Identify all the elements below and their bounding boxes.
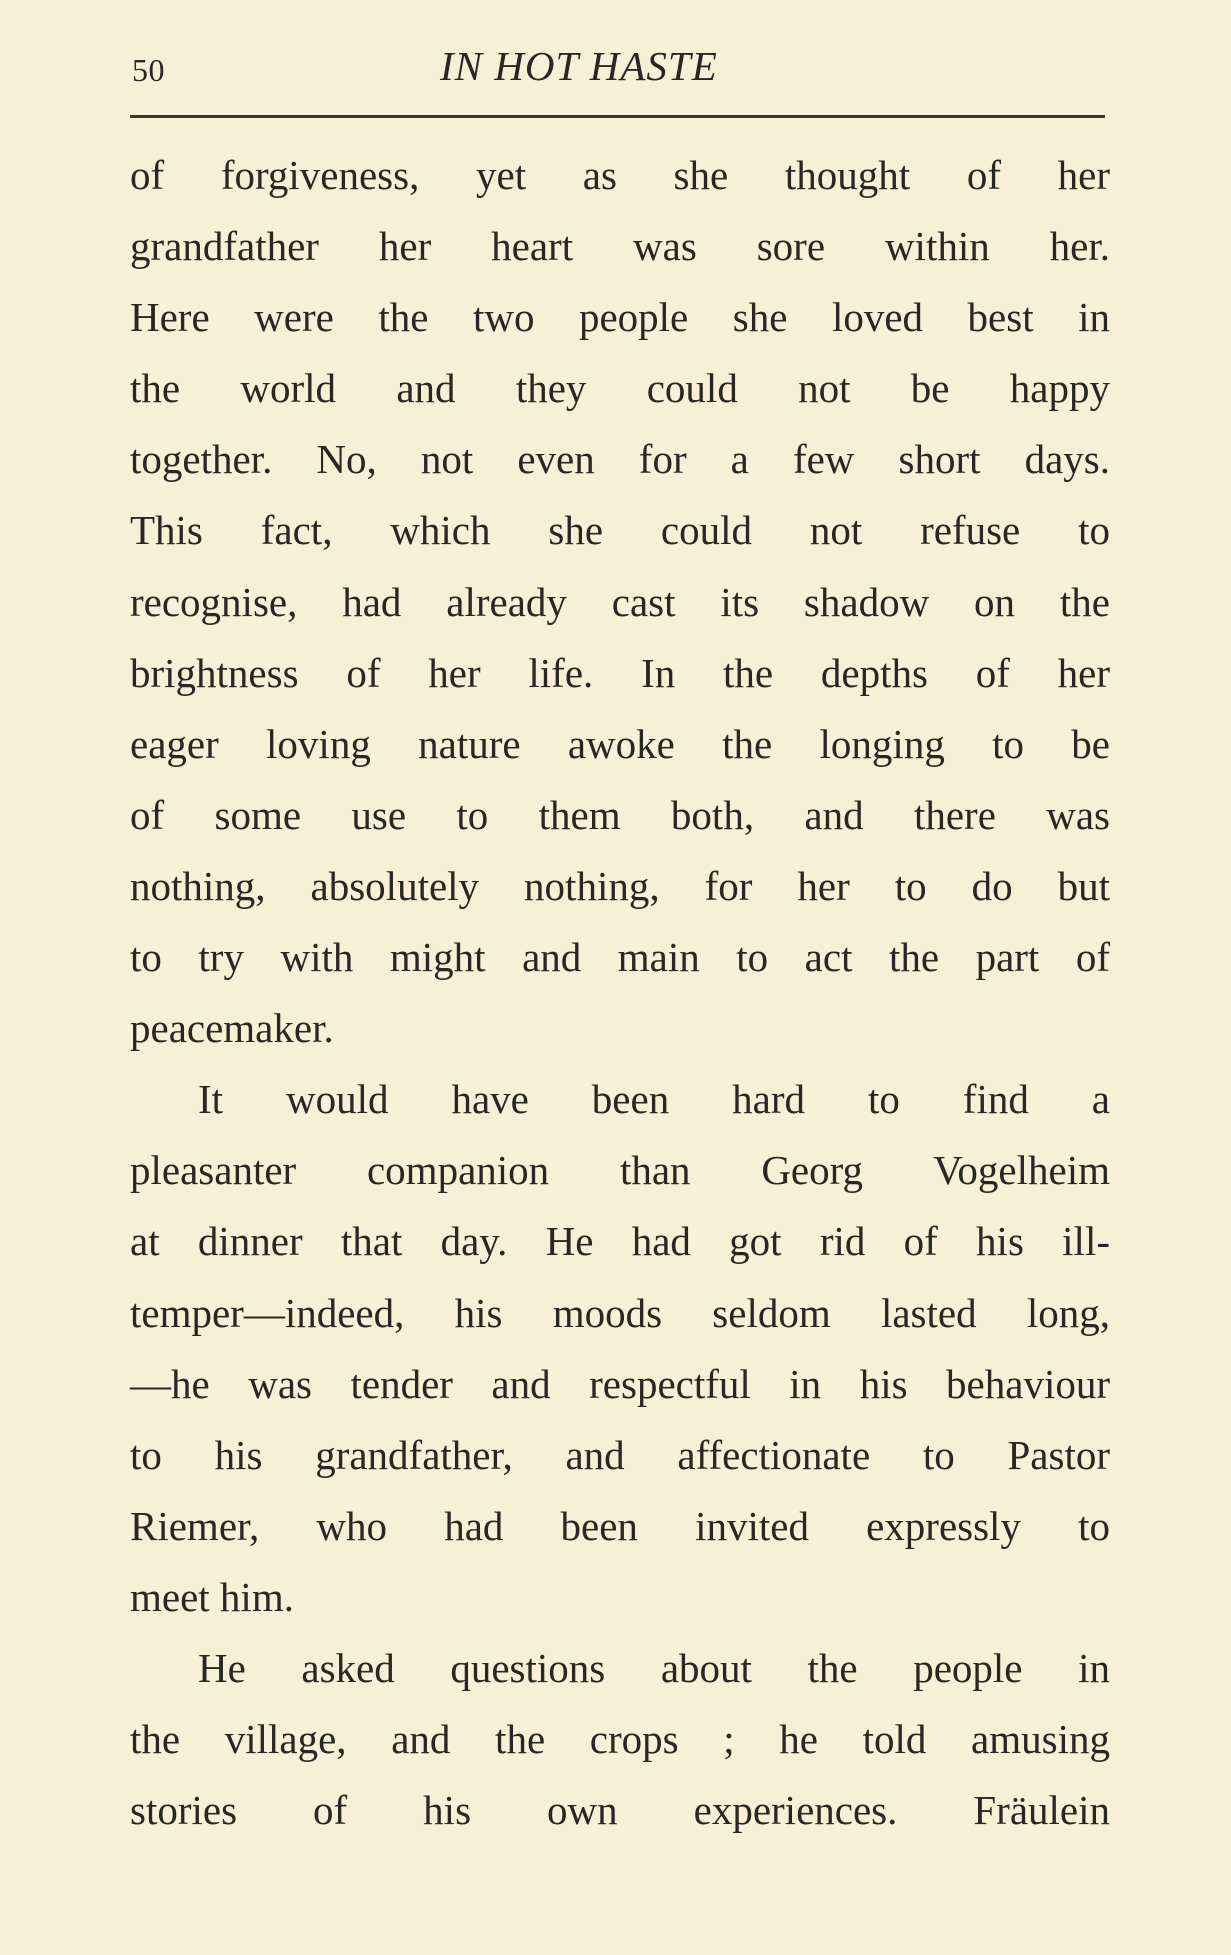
text-line: of some use to them both, and there was bbox=[130, 791, 1110, 838]
text-line: the world and they could not be happy bbox=[130, 365, 1110, 412]
text-line: eager loving nature awoke the longing to be bbox=[130, 720, 1110, 767]
text-line: together. No, not even for a few short days. bbox=[130, 436, 1110, 483]
text-line: of forgiveness, yet as she thought of her bbox=[130, 152, 1110, 198]
text-line: Riemer, who had been invited expressly to bbox=[130, 1502, 1110, 1549]
header-rule bbox=[130, 115, 1105, 118]
body-text bbox=[130, 140, 1110, 1846]
text-line: recognise, had already cast its shadow on the bbox=[130, 578, 1110, 625]
text-line: peacemaker. bbox=[130, 1005, 334, 1052]
text-line: temper—indeed, his moods seldom lasted long, bbox=[130, 1289, 1110, 1336]
running-title: IN HOT HASTE bbox=[440, 43, 718, 89]
text-line: meet him. bbox=[130, 1573, 294, 1620]
text-line: stories of his own experiences. Fräulein bbox=[130, 1787, 1110, 1834]
paragraph-start-line: He asked questions about the people in bbox=[198, 1644, 1110, 1691]
text-line: This fact, which she could not refuse to bbox=[130, 507, 1110, 554]
paragraph-start-line: It would have been hard to find a bbox=[198, 1076, 1110, 1123]
page-number: 50 bbox=[132, 52, 165, 88]
text-line: pleasanter companion than Georg Vogelheim bbox=[130, 1147, 1110, 1194]
text-line: nothing, absolutely nothing, for her to do but bbox=[130, 862, 1110, 909]
text-line: —he was tender and respectful in his behaviour bbox=[130, 1360, 1110, 1407]
text-line: brightness of her life. In the depths of her bbox=[130, 649, 1110, 696]
text-line: to his grandfather, and affectionate to Pastor bbox=[130, 1431, 1110, 1478]
text-line: the village, and the crops ; he told amusing bbox=[130, 1716, 1110, 1763]
text-line: grandfather her heart was sore within her. bbox=[130, 223, 1110, 270]
text-line: to try with might and main to act the part of bbox=[130, 934, 1110, 981]
text-line: Here were the two people she loved best in bbox=[130, 294, 1110, 341]
text-line: at dinner that day. He had got rid of his ill- bbox=[130, 1218, 1110, 1265]
